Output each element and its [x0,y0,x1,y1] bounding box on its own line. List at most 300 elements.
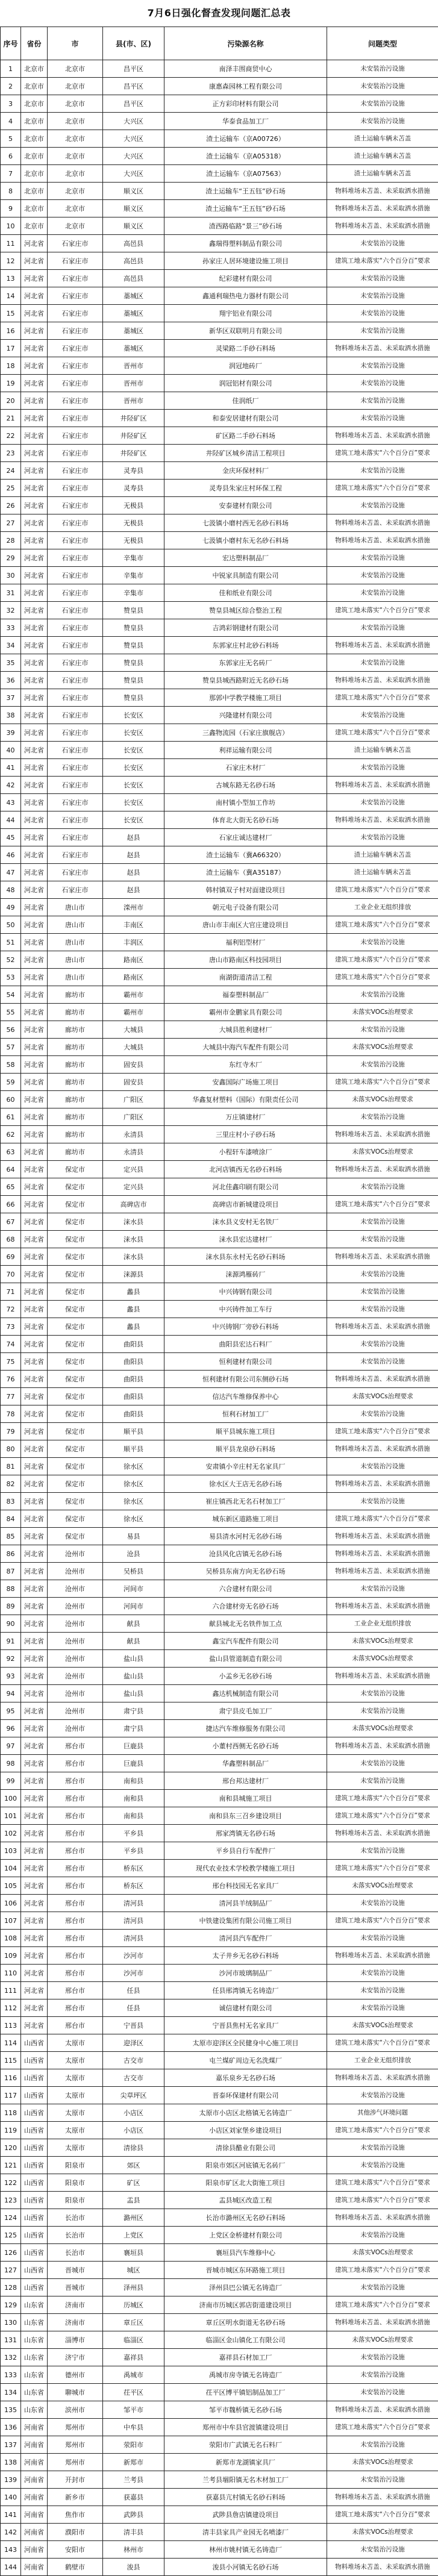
row-index-cell: 25 [1,480,21,497]
row-problem-cell: 物料堆场未苫盖、未采取洒水措施 [327,2401,438,2419]
row-district-cell: 迎泽区 [103,2034,164,2052]
row-district-cell: 藁城区 [103,322,164,340]
row-city-cell: 石家庄市 [48,602,103,619]
row-district-cell: 丰南区 [103,916,164,934]
row-city-cell: 北京市 [48,200,103,217]
row-source-cell: 小孟乡无名砂石场 [164,1668,327,1685]
row-district-cell: 辛集市 [103,584,164,602]
row-city-cell: 北京市 [48,165,103,183]
row-city-cell: 北京市 [48,113,103,130]
row-province-cell: 河北省 [21,1143,48,1161]
row-province-cell: 河北省 [21,252,48,270]
row-problem-cell: 物料堆场未苫盖、未采取洒水措施 [327,1440,438,1458]
row-district-cell: 顺平县 [103,1423,164,1440]
row-index-cell: 100 [1,1790,21,1807]
row-district-cell: 临淄区 [103,2331,164,2349]
row-province-cell: 河北省 [21,1825,48,1842]
row-province-cell: 山西省 [21,2244,48,2262]
row-index-cell: 110 [1,1965,21,1982]
row-index-cell: 134 [1,2384,21,2401]
table-row [1,427,438,445]
row-province-cell: 河北省 [21,1685,48,1702]
row-province-cell: 河北省 [21,357,48,375]
table-row [1,2349,438,2366]
row-problem-cell: 未安装治污设施 [327,759,438,777]
row-city-cell: 保定市 [48,1266,103,1283]
row-province-cell: 山西省 [21,2069,48,2087]
row-province-cell: 河北省 [21,514,48,532]
row-city-cell: 济南市 [48,2314,103,2331]
row-problem-cell: 建筑工地未落实“六个百分百”要求 [327,881,438,899]
row-district-cell: 永清县 [103,1143,164,1161]
row-problem-cell: 建筑工地未落实“六个百分百”要求 [327,2262,438,2279]
row-district-cell: 肃宁县 [103,1720,164,1737]
row-city-cell: 邢台市 [48,1755,103,1772]
row-city-cell: 石家庄市 [48,584,103,602]
row-source-cell: 顺平县城东施工项目 [164,1423,327,1440]
table-row [1,619,438,637]
row-index-cell: 90 [1,1615,21,1633]
row-source-cell: 大城县胜利建材厂 [164,1021,327,1039]
row-district-cell: 潞州区 [103,2209,164,2227]
row-problem-cell: 未落实VOCs治理要求 [327,1720,438,1737]
row-index-cell: 51 [1,934,21,951]
row-index-cell: 117 [1,2087,21,2104]
row-problem-cell: 建筑工地未落实“六个百分百”要求 [327,951,438,969]
row-index-cell: 77 [1,1388,21,1405]
row-source-cell: 清河县羊绒制品厂 [164,1895,327,1912]
row-district-cell: 盐山县 [103,1650,164,1668]
row-city-cell: 石家庄市 [48,357,103,375]
row-province-cell: 河北省 [21,392,48,410]
row-index-cell: 34 [1,637,21,654]
row-problem-cell: 物料堆场未苫盖、未采取洒水措施 [327,1161,438,1178]
row-source-cell: 南湖街道清洁工程 [164,969,327,986]
row-index-cell: 47 [1,864,21,881]
row-source-cell: 万庄镇建材厂 [164,1108,327,1126]
row-problem-cell: 未安装治污设施 [327,2384,438,2401]
row-index-cell: 130 [1,2314,21,2331]
row-index-cell: 83 [1,1493,21,1510]
row-index-cell: 7 [1,165,21,183]
row-district-cell: 藁城区 [103,340,164,357]
row-index-cell: 131 [1,2331,21,2349]
row-city-cell: 保定市 [48,1161,103,1178]
row-problem-cell: 未安装治污设施 [327,2471,438,2489]
row-problem-cell: 未安装治污设施 [327,60,438,78]
row-source-cell: 佳润纸厂 [164,392,327,410]
table-row [1,777,438,794]
row-source-cell: 华鑫塑料制品厂 [164,1755,327,1772]
row-city-cell: 邢台市 [48,1930,103,1947]
row-source-cell: 任县邢湾镇无名铸造厂 [164,1982,327,1999]
row-district-cell: 巨鹿县 [103,1737,164,1755]
row-source-cell: 邢台科技园无名家具厂 [164,1877,327,1895]
table-row [1,1877,438,1895]
row-index-cell: 45 [1,829,21,846]
row-district-cell: 大兴区 [103,130,164,148]
row-index-cell: 69 [1,1248,21,1266]
row-source-cell: 东郭家庄无名砖厂 [164,654,327,672]
row-district-cell: 小店区 [103,2122,164,2139]
row-problem-cell: 未落实VOCs治理要求 [327,2244,438,2262]
row-province-cell: 河北省 [21,1510,48,1528]
row-province-cell: 河北省 [21,497,48,514]
row-city-cell: 廊坊市 [48,1091,103,1108]
row-index-cell: 14 [1,287,21,305]
row-province-cell: 河北省 [21,1895,48,1912]
row-problem-cell: 未安装治污设施 [327,654,438,672]
row-problem-cell: 未安装治污设施 [327,1108,438,1126]
row-problem-cell: 建筑工地未落实“六个百分百”要求 [327,2174,438,2192]
row-province-cell: 河北省 [21,1423,48,1440]
row-city-cell: 石家庄市 [48,480,103,497]
table-row [1,759,438,777]
row-city-cell: 唐山市 [48,916,103,934]
row-district-cell: 嘉祥县 [103,2349,164,2366]
table-row [1,881,438,899]
table-row [1,165,438,183]
row-district-cell: 南和县 [103,1807,164,1825]
row-province-cell: 河北省 [21,1388,48,1405]
row-index-cell: 50 [1,916,21,934]
row-index-cell: 57 [1,1039,21,1056]
row-province-cell: 河北省 [21,1353,48,1371]
row-source-cell: 华鑫复材塑料（国际）有限责任公司 [164,1091,327,1108]
row-index-cell: 107 [1,1912,21,1930]
table-row [1,445,438,462]
row-source-cell: 渣土运输车（京A00726） [164,130,327,148]
row-district-cell: 赞皇县 [103,689,164,707]
table-row [1,1108,438,1126]
table-row [1,742,438,759]
row-province-cell: 河北省 [21,462,48,480]
row-city-cell: 石家庄市 [48,427,103,445]
row-city-cell: 邢台市 [48,1895,103,1912]
row-index-cell: 21 [1,410,21,427]
row-city-cell: 沧州市 [48,1668,103,1685]
row-district-cell: 易县 [103,1528,164,1545]
row-index-cell: 53 [1,969,21,986]
row-index-cell: 13 [1,270,21,287]
row-district-cell: 昌平区 [103,78,164,95]
row-city-cell: 石家庄市 [48,410,103,427]
row-province-cell: 河北省 [21,811,48,829]
row-district-cell: 肃宁县 [103,1702,164,1720]
row-province-cell: 河北省 [21,1248,48,1266]
table-row [1,1318,438,1336]
row-problem-cell: 未安装治污设施 [327,1458,438,1475]
row-problem-cell: 未安装治污设施 [327,410,438,427]
table-row [1,2454,438,2471]
table-row [1,2366,438,2384]
table-row [1,1039,438,1056]
row-problem-cell: 物料堆场未苫盖、未采取洒水措施 [327,532,438,549]
row-source-cell: 吉鸿彩钢建材有限公司 [164,619,327,637]
row-problem-cell: 物料堆场未苫盖、未采取洒水措施 [327,1545,438,1563]
row-district-cell: 新郑市 [103,2454,164,2471]
row-index-cell: 109 [1,1947,21,1965]
row-problem-cell: 未落实VOCs治理要求 [327,1091,438,1108]
row-city-cell: 廊坊市 [48,1021,103,1039]
row-index-cell: 62 [1,1126,21,1143]
row-district-cell: 涞水县 [103,1231,164,1248]
row-index-cell: 101 [1,1807,21,1825]
row-index-cell: 98 [1,1755,21,1772]
row-district-cell: 盐山县 [103,1685,164,1702]
table-row [1,1353,438,1371]
row-city-cell: 邢台市 [48,1737,103,1755]
row-source-cell: 新郑市龙湖镇家具厂 [164,2454,327,2471]
row-city-cell: 太原市 [48,2087,103,2104]
row-district-cell: 藁城区 [103,287,164,305]
row-city-cell: 石家庄市 [48,811,103,829]
row-province-cell: 河北省 [21,1842,48,1860]
row-province-cell: 河北省 [21,654,48,672]
table-row [1,1371,438,1388]
row-province-cell: 河北省 [21,689,48,707]
row-city-cell: 石家庄市 [48,235,103,252]
row-problem-cell: 建筑工地未落实“六个百分百”要求 [327,1860,438,1877]
row-city-cell: 廊坊市 [48,1004,103,1021]
row-district-cell: 历城区 [103,2296,164,2314]
table-row [1,1528,438,1545]
row-source-cell: 灵寿县朱家庄村环保工程 [164,480,327,497]
row-province-cell: 山东省 [21,2314,48,2331]
row-city-cell: 德州市 [48,2366,103,2384]
row-district-cell: 晋州市 [103,375,164,392]
row-city-cell: 北京市 [48,95,103,113]
row-province-cell: 河北省 [21,672,48,689]
row-problem-cell: 未安装治污设施 [327,1405,438,1423]
row-district-cell: 徐水区 [103,1493,164,1510]
row-problem-cell: 物料堆场未苫盖、未采取洒水措施 [327,1563,438,1580]
row-province-cell: 河北省 [21,1266,48,1283]
row-province-cell: 河北省 [21,864,48,881]
row-district-cell: 小店区 [103,2104,164,2122]
table-row [1,375,438,392]
table-row [1,1213,438,1231]
row-index-cell: 128 [1,2279,21,2296]
row-city-cell: 太原市 [48,2069,103,2087]
row-source-cell: 沙河市玻璃制品厂 [164,1965,327,1982]
row-source-cell: 邹平市魏桥镇无名砂石场 [164,2401,327,2419]
row-source-cell: 上党区金桥建材有限公司 [164,2227,327,2244]
row-district-cell: 清丰县 [103,2524,164,2541]
row-problem-cell: 物料堆场未苫盖、未采取洒水措施 [327,200,438,217]
table-row [1,1196,438,1213]
row-index-cell: 23 [1,445,21,462]
row-province-cell: 河南省 [21,2436,48,2454]
row-district-cell: 上党区 [103,2227,164,2244]
row-province-cell: 河北省 [21,829,48,846]
row-province-cell: 河北省 [21,1213,48,1231]
row-index-cell: 143 [1,2541,21,2559]
row-problem-cell: 渣土运输车辆未苫盖 [327,148,438,165]
row-city-cell: 廊坊市 [48,986,103,1004]
row-problem-cell: 未安装治污设施 [327,1266,438,1283]
row-city-cell: 石家庄市 [48,689,103,707]
row-province-cell: 山西省 [21,2139,48,2157]
row-district-cell: 赵县 [103,881,164,899]
table-row [1,934,438,951]
row-problem-cell: 未安装治污设施 [327,1056,438,1074]
row-problem-cell: 未安装治污设施 [327,113,438,130]
row-index-cell: 5 [1,130,21,148]
row-index-cell: 37 [1,689,21,707]
row-source-cell: 兴隆建材有限公司 [164,707,327,724]
row-district-cell: 广阳区 [103,1108,164,1126]
row-problem-cell: 未安装治污设施 [327,1231,438,1248]
row-district-cell: 沧县 [103,1545,164,1563]
row-city-cell: 石家庄市 [48,252,103,270]
row-index-cell: 142 [1,2524,21,2541]
row-city-cell: 石家庄市 [48,881,103,899]
row-index-cell: 3 [1,95,21,113]
row-index-cell: 137 [1,2436,21,2454]
table-row [1,1004,438,1021]
row-district-cell: 永清县 [103,1126,164,1143]
row-index-cell: 55 [1,1004,21,1021]
row-source-cell: 渣土运输车（冀A35187） [164,864,327,881]
row-city-cell: 石家庄市 [48,742,103,759]
table-row [1,287,438,305]
row-city-cell: 保定市 [48,1440,103,1458]
row-district-cell: 顺义区 [103,217,164,235]
row-province-cell: 山西省 [21,2209,48,2227]
row-province-cell: 河北省 [21,1405,48,1423]
row-index-cell: 33 [1,619,21,637]
row-index-cell: 43 [1,794,21,811]
row-district-cell: 邹平市 [103,2401,164,2419]
row-problem-cell: 建筑工地未落实“六个百分百”要求 [327,2419,438,2436]
row-index-cell: 95 [1,1702,21,1720]
row-province-cell: 河北省 [21,1580,48,1598]
header-province: 省份 [21,27,48,60]
row-source-cell: 恒利石材加工厂 [164,1405,327,1423]
row-province-cell: 河北省 [21,777,48,794]
row-district-cell: 涞水县 [103,1213,164,1231]
row-source-cell: 涞水县宏达建材厂 [164,1231,327,1248]
row-city-cell: 石家庄市 [48,340,103,357]
row-city-cell: 焦作市 [48,2506,103,2524]
row-province-cell: 河北省 [21,986,48,1004]
row-index-cell: 54 [1,986,21,1004]
row-city-cell: 保定市 [48,1283,103,1301]
page-title: 7月6日强化督查发现问题汇总表 [0,0,438,27]
row-index-cell: 28 [1,532,21,549]
row-problem-cell: 渣土运输车辆未苫盖 [327,864,438,881]
table-row [1,2069,438,2087]
row-city-cell: 保定市 [48,1405,103,1423]
row-source-cell: 平乡县自行车配件厂 [164,1842,327,1860]
row-source-cell: 新华区双联明月有限公司 [164,322,327,340]
table-row [1,2262,438,2279]
row-province-cell: 山东省 [21,2401,48,2419]
row-city-cell: 石家庄市 [48,462,103,480]
row-source-cell: 小店区刘家堡乡建设项目 [164,2122,327,2139]
table-row [1,1126,438,1143]
row-province-cell: 山西省 [21,2034,48,2052]
row-city-cell: 保定市 [48,1458,103,1475]
row-index-cell: 38 [1,707,21,724]
row-district-cell: 茌平区 [103,2384,164,2401]
row-city-cell: 保定市 [48,1493,103,1510]
table-row [1,357,438,375]
table-row [1,1423,438,1440]
row-province-cell: 河北省 [21,1668,48,1685]
table-row [1,2227,438,2244]
row-province-cell: 山西省 [21,2104,48,2122]
row-city-cell: 保定市 [48,1353,103,1371]
row-district-cell: 长安区 [103,777,164,794]
row-index-cell: 17 [1,340,21,357]
row-problem-cell: 未安装治污设施 [327,1702,438,1720]
row-province-cell: 河北省 [21,1458,48,1475]
table-row [1,410,438,427]
row-district-cell: 曲阳县 [103,1353,164,1371]
row-problem-cell: 未安装治污设施 [327,322,438,340]
table-row [1,130,438,148]
table-row [1,567,438,584]
table-row [1,2122,438,2139]
table-row [1,1091,438,1108]
row-source-cell: 武陟县詹店镇建设项目 [164,2506,327,2524]
row-source-cell: 章丘区明水街道无名砂石场 [164,2314,327,2331]
row-problem-cell: 物料堆场未苫盖、未采取洒水措施 [327,1598,438,1615]
row-district-cell: 曲阳县 [103,1336,164,1353]
row-province-cell: 河南省 [21,2559,48,2576]
row-problem-cell: 未安装治污设施 [327,1353,438,1371]
row-city-cell: 长治市 [48,2209,103,2227]
row-city-cell: 保定市 [48,1248,103,1266]
row-province-cell: 河北省 [21,340,48,357]
table-row [1,951,438,969]
row-district-cell: 献县 [103,1633,164,1650]
row-index-cell: 80 [1,1440,21,1458]
row-province-cell: 山西省 [21,2192,48,2209]
row-source-cell: 济南市历城区郭店街道建设项目 [164,2296,327,2314]
row-city-cell: 沧州市 [48,1633,103,1650]
row-source-cell: 东红寺木厂 [164,1056,327,1074]
row-district-cell: 长安区 [103,742,164,759]
table-row [1,305,438,322]
row-source-cell: 纪彩建材有限公司 [164,270,327,287]
row-index-cell: 76 [1,1371,21,1388]
row-problem-cell: 未安装治污设施 [327,375,438,392]
row-index-cell: 82 [1,1475,21,1493]
row-province-cell: 北京市 [21,95,48,113]
row-problem-cell: 工业企业无组织排放 [327,899,438,916]
row-source-cell: 涞水县义安村无名铁厂 [164,1213,327,1231]
row-source-cell: 东郭家庄村北砂石料场 [164,637,327,654]
row-source-cell: 体育北大街无名砂石场 [164,811,327,829]
table-row [1,2192,438,2209]
row-city-cell: 保定市 [48,1318,103,1336]
row-city-cell: 石家庄市 [48,445,103,462]
row-problem-cell: 建筑工地未落实“六个百分百”要求 [327,2122,438,2139]
row-index-cell: 64 [1,1161,21,1178]
row-index-cell: 108 [1,1930,21,1947]
row-source-cell: 安鑫国际广场施工项目 [164,1074,327,1091]
row-city-cell: 沧州市 [48,1580,103,1598]
table-row [1,1563,438,1580]
row-city-cell: 邢台市 [48,1860,103,1877]
row-problem-cell: 未落实VOCs治理要求 [327,1039,438,1056]
row-source-cell: 阳泉市郊区河底镇无名砖厂 [164,2157,327,2174]
row-index-cell: 29 [1,549,21,567]
row-problem-cell: 建筑工地未落实“六个百分百”要求 [327,2296,438,2314]
